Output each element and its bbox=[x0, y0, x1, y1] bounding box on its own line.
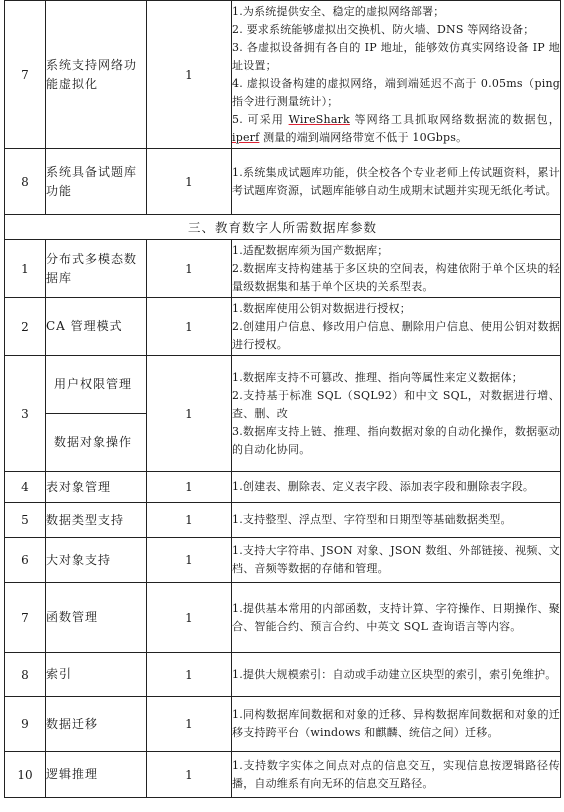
desc-text: 等网络工具抓取网络数据流的数据包， bbox=[349, 112, 560, 126]
row-number: 8 bbox=[5, 653, 46, 697]
desc-line: 1.提供基本常用的内部函数，支持计算、字符操作、日期操作、聚合、智能合约、预言合约、中英文 SQL 查询语言等内容。 bbox=[232, 601, 560, 633]
desc-line: 1.数据库使用公钥对数据进行授权； bbox=[232, 301, 411, 315]
row-number: 7 bbox=[5, 583, 46, 653]
row-description bbox=[232, 356, 561, 472]
row-item-name-group bbox=[46, 356, 147, 472]
row-number: 2 bbox=[5, 298, 46, 356]
desc-line: 2.创建用户信息、修改用户信息、删除用户信息、使用公钥对数据进行授权。 bbox=[232, 319, 560, 351]
row-quantity: 1 bbox=[147, 503, 232, 538]
section-title: 三、教育数字人所需数据库参数 bbox=[5, 215, 561, 240]
row-item-name: 用户权限管理 bbox=[46, 356, 146, 414]
row-description bbox=[232, 298, 561, 356]
desc-text: 5. 可采用 bbox=[232, 112, 289, 126]
row-description bbox=[232, 538, 561, 583]
desc-line: 1.支持数字实体之间点对点的信息交互，实现信息按逻辑路径传播，自动维系有向无环的信息交互路径。 bbox=[232, 758, 560, 790]
desc-line: 1.为系统提供安全、稳定的虚拟网络部署； bbox=[232, 4, 445, 18]
table-row bbox=[5, 298, 561, 356]
row-quantity: 1 bbox=[147, 752, 232, 798]
table-row bbox=[5, 653, 561, 697]
row-item-name: 数据对象操作 bbox=[54, 435, 133, 449]
table-row bbox=[5, 503, 561, 538]
row-quantity: 1 bbox=[147, 298, 232, 356]
row-description bbox=[232, 149, 561, 215]
row-item-name: 分布式多模态数据库 bbox=[46, 240, 147, 298]
desc-line: 3.数据库支持上链、推理、指向数据对象的自动化操作，数据驱动的自动化协同。 bbox=[232, 424, 560, 456]
tool-name-wireshark: WireShark bbox=[288, 112, 350, 126]
row-item-name: 大对象支持 bbox=[46, 538, 147, 583]
table-row bbox=[5, 752, 561, 798]
table-row bbox=[5, 1, 561, 149]
row-number: 5 bbox=[5, 503, 46, 538]
table-row bbox=[5, 149, 561, 215]
desc-line: 1.数据库支持不可篡改、推理、指向等属性来定义数据体； bbox=[232, 370, 523, 384]
row-item-name: 数据类型支持 bbox=[46, 503, 147, 538]
row-number: 6 bbox=[5, 538, 46, 583]
row-description bbox=[232, 1, 561, 149]
desc-line: 2. 要求系统能够虚拟出交换机、防火墙、DNS 等网络设备； bbox=[232, 22, 535, 36]
row-description bbox=[232, 472, 561, 503]
desc-line: 1.支持整型、浮点型、字符型和日期型等基础数据类型。 bbox=[232, 513, 512, 526]
tool-name-iperf: iperf bbox=[232, 130, 260, 144]
desc-text: 测量的端到端网络带宽不低于 10Gbps。 bbox=[259, 130, 468, 144]
desc-line: 1.系统集成试题库功能，供全校各个专业老师上传试题资料，累计考试题库资源，试题库能够自动生成期末试题并实现无纸化考试。 bbox=[232, 165, 560, 197]
row-quantity: 1 bbox=[147, 240, 232, 298]
row-item-name: 索引 bbox=[46, 653, 147, 697]
row-description bbox=[232, 752, 561, 798]
row-number: 4 bbox=[5, 472, 46, 503]
table-row bbox=[5, 240, 561, 298]
row-item-name: 系统具备试题库功能 bbox=[46, 149, 147, 215]
row-item-name: 逻辑推理 bbox=[46, 752, 147, 798]
desc-line: 2.支持基于标准 SQL（SQL92）和中文 SQL，对数据进行增、查、删、改 bbox=[232, 388, 560, 420]
row-quantity: 1 bbox=[147, 653, 232, 697]
row-number: 1 bbox=[5, 240, 46, 298]
row-item-name: 函数管理 bbox=[46, 583, 147, 653]
table-row bbox=[5, 538, 561, 583]
row-quantity: 1 bbox=[147, 1, 232, 149]
row-quantity: 1 bbox=[147, 472, 232, 503]
row-item-name: 数据迁移 bbox=[46, 697, 147, 752]
row-number: 3 bbox=[5, 356, 46, 472]
spec-table bbox=[4, 0, 561, 798]
row-quantity: 1 bbox=[147, 538, 232, 583]
desc-line: 1.同构数据库间数据和对象的迁移、异构数据库间数据和对象的迁移支持跨平台（windows 和麒麟、统信之间）迁移。 bbox=[232, 708, 560, 739]
row-number: 10 bbox=[5, 752, 46, 798]
desc-line bbox=[232, 111, 560, 147]
table-row bbox=[5, 472, 561, 503]
row-quantity: 1 bbox=[147, 149, 232, 215]
row-description bbox=[232, 240, 561, 298]
row-number: 7 bbox=[5, 1, 46, 149]
table-row bbox=[5, 583, 561, 653]
row-number: 9 bbox=[5, 697, 46, 752]
row-quantity: 1 bbox=[147, 583, 232, 653]
row-item-name: CA 管理模式 bbox=[46, 298, 147, 356]
desc-line: 2.数据库支持构建基于多区块的空间表，构建依附于单个区块的轻量级数据集和基于单个区块的关系型表。 bbox=[232, 261, 560, 293]
row-description bbox=[232, 653, 561, 697]
row-number: 8 bbox=[5, 149, 46, 215]
row-description bbox=[232, 503, 561, 538]
row-item-name: 表对象管理 bbox=[46, 472, 147, 503]
row-description bbox=[232, 697, 561, 752]
desc-line: 3. 各虚拟设备拥有各自的 IP 地址，能够效仿真实网络设备 IP 地址设置； bbox=[232, 40, 560, 72]
row-item-name: 系统支持网络功能虚拟化 bbox=[46, 1, 147, 149]
desc-line: 1.创建表、删除表、定义表字段、添加表字段和删除表字段。 bbox=[232, 480, 535, 493]
desc-line: 4. 虚拟设备构建的虚拟网络，端到端延迟不高于 0.05ms（ping 指令进行测量统计）； bbox=[232, 76, 560, 108]
row-quantity: 1 bbox=[147, 697, 232, 752]
table-row bbox=[5, 356, 561, 472]
desc-line: 1.支持大字符串、JSON 对象、JSON 数组、外部链接、视频、文档、音频等数据的存储和管理。 bbox=[232, 544, 560, 575]
row-quantity: 1 bbox=[147, 356, 232, 472]
table-row bbox=[5, 697, 561, 752]
desc-line: 1.提供大规模索引：自动或手动建立区块型的索引，索引免维护。 bbox=[232, 667, 557, 681]
row-description bbox=[232, 583, 561, 653]
desc-line: 1.适配数据库须为国产数据库； bbox=[232, 243, 389, 257]
section-header-row bbox=[5, 215, 561, 240]
